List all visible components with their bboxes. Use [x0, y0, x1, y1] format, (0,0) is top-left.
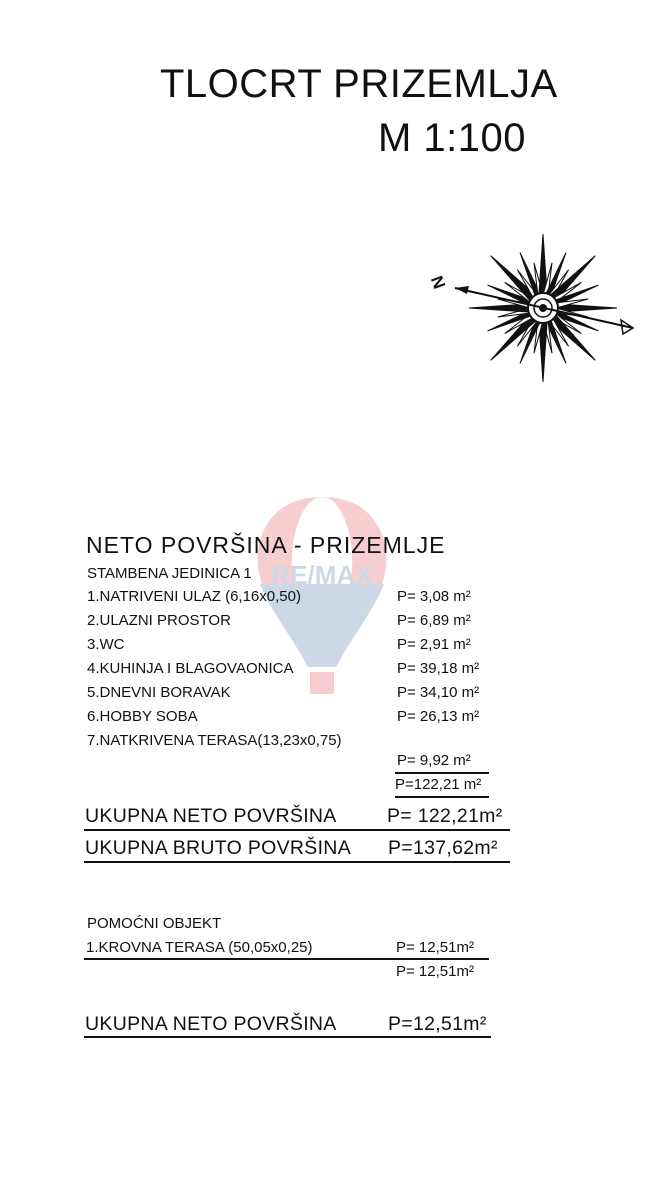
room-label: 7.NATKRIVENA TERASA(13,23x0,75): [87, 732, 342, 749]
page-title: TLOCRT PRIZEMLJA: [160, 62, 558, 106]
total-neto-value: P= 122,21m²: [387, 805, 503, 827]
pomocni-subtotal: P= 12,51m²: [396, 963, 474, 980]
terrace-value: P= 9,92 m²: [397, 752, 471, 769]
room-value: P= 34,10 m²: [397, 684, 480, 701]
pomocni-item-value: P= 12,51m²: [396, 939, 474, 956]
total-neto-label: UKUPNA NETO POVRŠINA: [85, 805, 337, 827]
room-label: 4.KUHINJA I BLAGOVAONICA: [87, 660, 294, 677]
room-label: 5.DNEVNI BORAVAK: [87, 684, 231, 701]
room-label: 6.HOBBY SOBA: [87, 708, 198, 725]
terrace-underline: [395, 772, 489, 774]
room-value: P= 39,18 m²: [397, 660, 480, 677]
unit-heading: STAMBENA JEDINICA 1: [87, 565, 252, 582]
scale-label: M 1:100: [378, 116, 527, 160]
room-label: 2.ULAZNI PROSTOR: [87, 612, 231, 629]
room-value: P= 6,89 m²: [397, 612, 471, 629]
total-bruto-label: UKUPNA BRUTO POVRŠINA: [85, 837, 351, 859]
pomocni-underline: [84, 958, 489, 960]
subtotal-underline: [395, 796, 489, 798]
room-value: P= 26,13 m²: [397, 708, 480, 725]
pomocni-total-label: UKUPNA NETO POVRŠINA: [85, 1013, 337, 1035]
pomocni-heading: POMOĆNI OBJEKT: [87, 915, 222, 932]
room-value: P= 2,91 m²: [397, 636, 471, 653]
room-label: 3.WC: [87, 636, 125, 653]
room-value: P= 3,08 m²: [397, 588, 471, 605]
total-bruto-value: P=137,62m²: [388, 837, 498, 859]
compass-rose-icon: [425, 228, 645, 393]
pomocni-total-underline: [84, 1036, 491, 1038]
north-letter: N: [426, 273, 449, 292]
neto-subtotal: P=122,21 m²: [395, 776, 482, 793]
pomocni-item-label: 1.KROVNA TERASA (50,05x0,25): [86, 939, 313, 956]
neto-heading: NETO POVRŠINA - PRIZEMLJE: [86, 532, 446, 558]
pomocni-total-value: P=12,51m²: [388, 1013, 487, 1035]
total-bruto-underline: [84, 861, 510, 863]
room-label: 1.NATRIVENI ULAZ (6,16x0,50): [87, 588, 301, 605]
remax-watermark-text: RE/MAX: [271, 560, 373, 590]
total-neto-underline: [84, 829, 510, 831]
